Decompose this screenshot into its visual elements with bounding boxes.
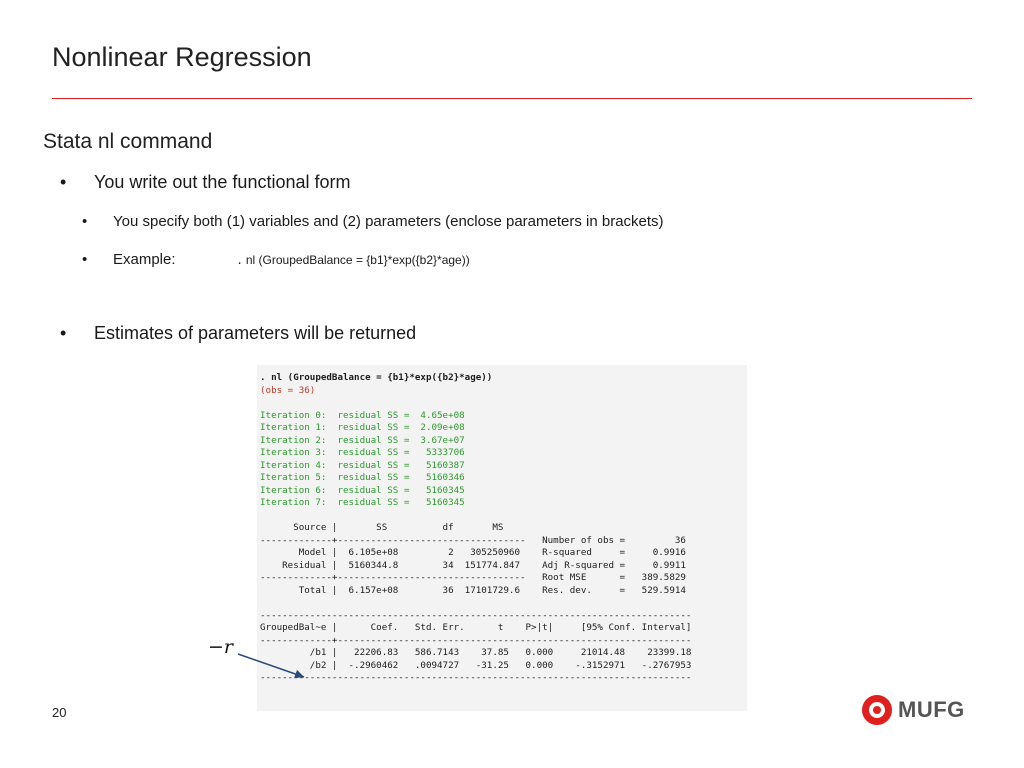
stata-line: Iteration 5: residual SS = 5160346: [260, 472, 465, 483]
bullet-text: You specify both (1) variables and (2) parameters (enclose parameters in brackets): [113, 213, 664, 230]
bullet-estimates: [60, 323, 416, 344]
command-text: nl (GroupedBalance = {b1}*exp({b2}*age)): [245, 253, 470, 267]
bullet-glyph: •: [82, 251, 88, 268]
stata-line: /b1 | 22206.83 586.7143 37.85 0.000 21014.48 23399.18: [260, 647, 692, 658]
mufg-logo: [862, 695, 965, 725]
bullet-text: Estimates of parameters will be returned: [94, 323, 417, 343]
stata-line: Iteration 1: residual SS = 2.09e+08: [260, 422, 465, 433]
logo-text: MUFG: [898, 697, 965, 722]
bullet-functional-form: [60, 172, 350, 193]
page-number: 20: [52, 705, 67, 720]
section-heading: Stata nl command: [43, 130, 213, 153]
bullet-glyph: •: [82, 213, 88, 230]
stata-line: ------------------------------------------------------------------------------: [260, 609, 692, 621]
stata-line: -------------+----------------------------------------------------------------: [260, 634, 692, 646]
command-prompt-dot: .: [237, 251, 242, 268]
stata-line: Iteration 7: residual SS = 5160345: [260, 497, 465, 508]
stata-line: Iteration 3: residual SS = 5333706: [260, 447, 465, 458]
bullet-glyph: •: [60, 172, 67, 192]
stata-line: Total | 6.157e+08 36 17101729.6 Res. dev. = 529.5914: [260, 584, 686, 596]
stata-line: -------------+---------------------------------- Number of obs = 36: [260, 534, 686, 546]
mufg-mark-icon: [862, 695, 892, 725]
bullet-glyph: •: [60, 323, 67, 343]
stata-line: GroupedBal~e | Coef. Std. Err. t P>|t| [95% Conf. Interval]: [260, 622, 692, 633]
annotation-arrow: [230, 640, 320, 690]
bullet-text: Example:: [113, 251, 176, 268]
stata-line: Iteration 4: residual SS = 5160387: [260, 459, 465, 471]
title-divider: [52, 98, 972, 99]
stata-line: Source | SS df MS: [260, 522, 504, 533]
stata-line: ------------------------------------------------------------------------------: [260, 672, 692, 683]
stata-line: -------------+---------------------------------- Root MSE = 389.5829: [260, 572, 686, 583]
stata-line: Residual | 5160344.8 34 151774.847 Adj R-squared = 0.9911: [260, 559, 686, 571]
stata-output-screenshot: [257, 365, 747, 711]
bullet-example: [82, 251, 470, 268]
stata-line: Model | 6.105e+08 2 305250960 R-squared = 0.9916: [260, 547, 686, 558]
example-command: [238, 251, 470, 268]
bullet-specify-variables: [82, 213, 664, 230]
annotation-minus-r: −r: [208, 636, 234, 658]
slide-title: Nonlinear Regression: [52, 42, 312, 72]
stata-line: . nl (GroupedBalance = {b1}*exp({b2}*age)): [260, 372, 493, 383]
stata-line: Iteration 2: residual SS = 3.67e+07: [260, 434, 465, 446]
bullet-text: You write out the functional form: [94, 172, 351, 192]
stata-line: (obs = 36): [260, 384, 316, 396]
stata-line: Iteration 0: residual SS = 4.65e+08: [260, 409, 465, 421]
stata-line: /b2 | -.2960462 .0094727 -31.25 0.000 -.3152971 -.2767953: [260, 659, 692, 671]
stata-line: Iteration 6: residual SS = 5160345: [260, 484, 465, 496]
